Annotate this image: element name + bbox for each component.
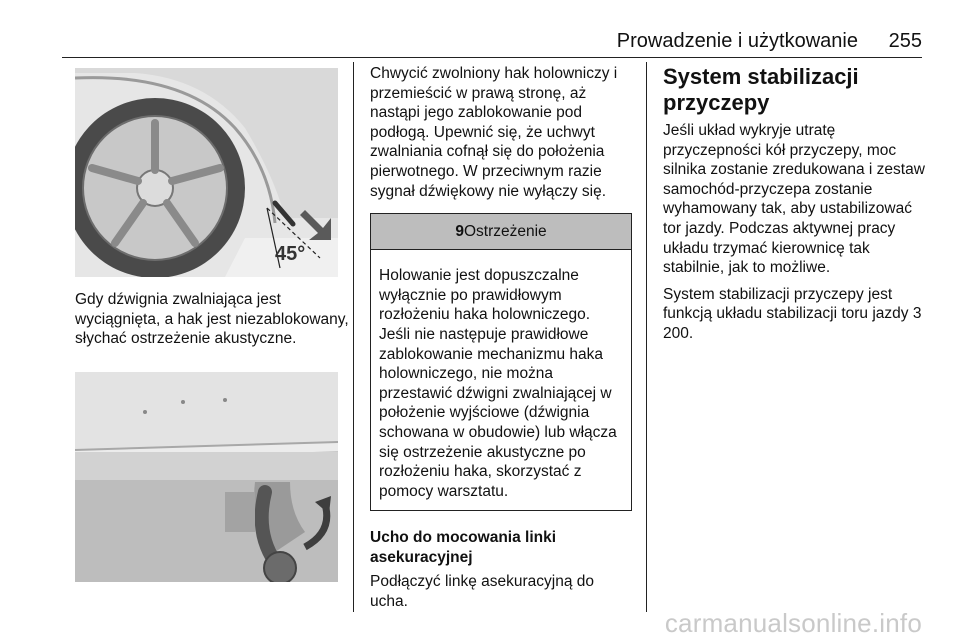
warning-header <box>371 214 631 250</box>
header-rule <box>62 57 922 58</box>
warning-text: Holowanie jest dopuszczalne wyłącznie po prawidłowym rozłożeniu haka holowniczego. Jeśli nie następuje prawidłowe zablokowanie mechanizmu haka holowniczego, nie można przestawić dźwigni zwalniającej w położenie wyjściowe (dźwignia schowana w obudowie) lub włącza się ostrzeżenie akustyczne po rozłożeniu haka, skorzystać z pomocy warsztatu. <box>379 267 617 500</box>
stabilization-paragraph-2-text: System stabilizacji przyczepy jest funkcją układu stabilizacji toru jazdy <box>663 285 909 323</box>
warning-box <box>370 213 632 511</box>
release-lever-illustration <box>75 68 338 277</box>
column-right <box>663 64 925 344</box>
stabilization-paragraph-2 <box>663 285 925 344</box>
column-middle <box>370 64 632 612</box>
section-heading: System stabilizacji przyczepy <box>663 64 859 115</box>
figure-towbar <box>75 372 338 582</box>
stabilization-paragraph-1: Jeśli układ wykryje utratę przyczepności kół przyczepy, moc silnika zostanie zredukowana i zestaw samochód-przyczepa zostanie wyhamowany tak, aby ustabilizować tor jazdy. Podczas aktywnej pracy układu trzymać kierownicę tak stabilnie, jak to możliwe. <box>663 122 925 277</box>
angle-label: 45° <box>275 243 306 265</box>
page-number: 255 <box>888 30 922 52</box>
instruction-paragraph: Chwycić zwolniony hak holowniczy i przemieścić w prawą stronę, aż nastąpi jego zablokowanie pod podłogą. Upewnić się, że uchwyt zwalniania cofnął się do położenia pierwotnego. W przeciwnym razie sygnał dźwiękowy nie wyłączy się. <box>370 65 618 200</box>
towbar-illustration <box>75 372 338 582</box>
column-divider-right <box>646 62 647 612</box>
warning-title: Ostrzeżenie <box>463 223 547 241</box>
watermark: carmanualsonline.info <box>664 608 922 638</box>
header-title: Prowadzenie i użytkowanie <box>616 30 858 52</box>
warning-icon: 9 <box>455 223 464 241</box>
column-divider-left <box>353 62 354 612</box>
page-reference-icon: 3 <box>912 305 922 323</box>
page-reference-link[interactable]: 200. <box>663 324 694 342</box>
safety-eye-text: Podłączyć linkę asekuracyjną do ucha. <box>370 573 595 611</box>
subheading-safety-eye: Ucho do mocowania linki asekuracyjnej <box>370 529 557 566</box>
caption-release-lever: Gdy dźwignia zwalniająca jest wyciągnięta, a hak jest niezablokowany, słychać ostrzeżenie akustyczne. <box>75 291 349 348</box>
figure-release-lever <box>75 68 338 277</box>
page-header <box>0 26 960 58</box>
